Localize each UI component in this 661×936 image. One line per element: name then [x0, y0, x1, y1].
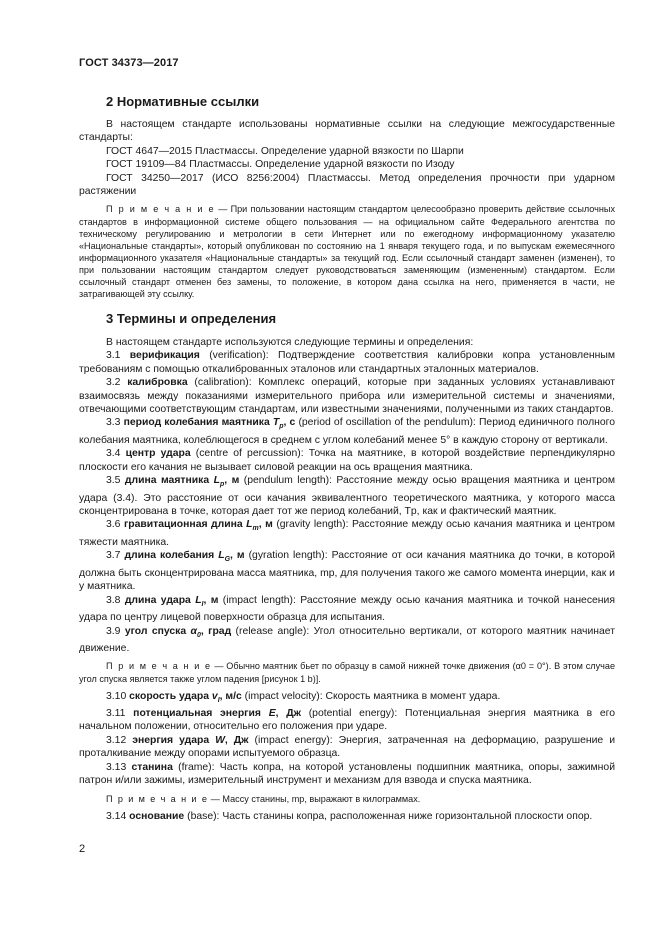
term-symbol: $T_p$	[272, 417, 284, 431]
term-number: 3.7	[106, 550, 125, 562]
section-3-note-2	[79, 793, 615, 805]
term-text: (potential energy): Потенциальная энергия маятника в его начальном положении, относительно его положения при ударе.	[79, 708, 616, 733]
term-unit: , Дж	[275, 708, 301, 720]
term-name: гравитационная длина	[123, 519, 247, 531]
section-2-note	[79, 203, 615, 300]
term-name: скорость удара	[129, 690, 212, 702]
term-definition	[79, 518, 615, 549]
term-unit: , м	[203, 594, 219, 606]
term-definition	[79, 349, 615, 376]
term-definition	[79, 625, 615, 656]
term-number: 3.2	[106, 377, 128, 389]
note-text: — Массу станины, mp, выражают в килограммах.	[208, 793, 421, 804]
term-definition	[79, 376, 615, 416]
term-name: угол спуска	[124, 625, 191, 637]
term-definition	[79, 594, 615, 625]
section-3-note-1	[79, 660, 615, 684]
term-name: калибровка	[127, 377, 188, 389]
term-text: (period of oscillation of the pendulum): Период единичного полного колебания маятника, колеблющегося в среднем с углом колебаний менее 5° в каждую сторону от вертикали.	[79, 417, 615, 446]
normative-reference: ГОСТ 4647—2015 Пластмассы. Определение ударной вязкости по Шарпи	[106, 145, 464, 157]
note-text: — При пользовании настоящим стандартом целесообразно проверить действие ссылочных стандартов в информационной системе общего пользования — на официальном сайте Федерального агентства по техническому регулированию и метрологии в сети Интернет или по ежегодному информационному указателю «Национальные стандарты», который опубликован по состоянию на 1 января текущего года, и по выпускам ежемесячного информационного указателя «Национальные стандарты» за текущий год. Если ссылочный стандарт заменен (изменен), то при пользовании настоящим стандартом следует руководствоваться заменяющим (измененным) стандартом. Если ссылочный стандарт отменен без замены, то положение, в котором дана ссылка на него, применяется в части, не затрагивающей эту ссылку.	[79, 204, 615, 300]
term-definition	[79, 734, 615, 761]
note-label: П р и м е ч а н и е	[106, 793, 209, 804]
term-symbol: $L_m$	[246, 519, 259, 533]
term-name: длина удара	[124, 594, 196, 606]
term-symbol: $L_G$	[218, 550, 231, 564]
term-symbol: E	[268, 708, 276, 720]
term-text: (impact velocity): Скорость маятника в момент удара.	[241, 690, 501, 702]
section-2	[79, 94, 615, 300]
term-name: длина маятника	[124, 475, 214, 487]
term-definition	[79, 707, 615, 734]
term-name: потенциальная энергия	[133, 708, 269, 720]
term-number: 3.6	[106, 519, 124, 531]
normative-reference: ГОСТ 19109—84 Пластмассы. Определение ударной вязкости по Изоду	[106, 159, 455, 171]
term-definition	[79, 416, 615, 447]
term-definition	[79, 761, 615, 788]
section-3-title: 3 Термины и определения	[106, 311, 277, 326]
term-number: 3.9	[106, 625, 125, 637]
term-number: 3.3	[106, 417, 124, 429]
term-text: (gyration length): Расстояние от оси качания маятника до точки, в которой должна быть сконцентрирована масса маятника, mp, для получения такого же самого момента инерции, как и у маятника.	[79, 550, 616, 593]
term-number: 3.11	[106, 708, 134, 720]
term-symbol: $L_I$	[195, 594, 204, 608]
term-number: 3.1	[106, 350, 130, 362]
term-unit: , м	[224, 475, 240, 487]
term-text: (centre of percussion): Точка на маятнике, в которой воздействие перпендикулярно плоскости его качания не вызывает силовой реакции на ось вращения маятника.	[79, 448, 615, 473]
term-definition	[79, 474, 615, 518]
term-text: (pendulum length): Расстояние между осью вращения маятника и центром удара (3.4). Это расстояние от оси качания эквивалентного теоретического маятника, у которого масса сконцентрирована в точке, которая дает тот же период колебаний, Tp, как и фактический маятник.	[79, 475, 615, 518]
term-number: 3.10	[106, 690, 130, 702]
term-number: 3.8	[106, 594, 125, 606]
term-unit: , град	[200, 625, 232, 637]
term-definition	[79, 549, 615, 593]
note-text: — Обычно маятник бьет по образцу в самой нижней точке движения (α0 = 0°). В этом случае угол спуска является также углом падения [рисунок 1 b)].	[79, 661, 615, 684]
section-3	[79, 311, 615, 823]
term-text: (gravity length): Расстояние между осью качания маятника и центром тяжести маятника.	[79, 519, 615, 548]
term-definition	[79, 447, 615, 474]
term-symbol: $v_I$	[211, 690, 220, 704]
term-definition	[79, 810, 615, 823]
term-text: (frame): Часть копра, на которой установлены подшипник маятника, опоры, зажимной патрон и/или зажимы, измерительный инструмент и механизм для взвода и спуска маятника.	[79, 761, 615, 787]
term-symbol: $L_p$	[213, 475, 225, 489]
term-name: энергия удара	[132, 734, 216, 746]
document-header: ГОСТ 34373—2017	[79, 57, 179, 69]
term-symbol: W	[215, 734, 225, 746]
term-unit: , Дж	[224, 734, 249, 746]
section-3-intro: В настоящем стандарте используются следующие термины и определения:	[106, 337, 474, 348]
term-name: основание	[129, 810, 185, 822]
term-name: станина	[131, 761, 173, 773]
term-text: (release angle): Угол относительно вертикали, от которого маятник начинает движение.	[79, 625, 615, 654]
term-definition	[79, 690, 615, 707]
note-label: П р и м е ч а н и е	[106, 661, 212, 672]
term-name: длина колебания	[124, 550, 219, 562]
term-text: (base): Часть станины копра, расположенная ниже горизонтальной плоскости опор.	[184, 810, 593, 822]
page-number: 2	[79, 843, 86, 855]
section-2-intro: В настоящем стандарте использованы нормативные ссылки на следующие межгосударственные стандарты:	[79, 119, 615, 144]
term-name: верификация	[129, 350, 200, 362]
term-name: период колебания маятника	[123, 417, 273, 429]
term-number: 3.13	[106, 761, 132, 773]
term-text: (impact energy): Энергия, затраченная на деформацию, разрушение и проталкивание между опорами испытуемого образца.	[79, 734, 615, 760]
term-text: (impact length): Расстояние между осью качания маятника и точкой нанесения удара по центру лицевой поверхности образца для испытания.	[79, 594, 615, 624]
term-number: 3.12	[106, 734, 133, 746]
term-name: центр удара	[125, 448, 191, 460]
term-text: (calibration): Комплекс операций, которые при заданных условиях устанавливают взаимосвязь между показаниями измерительного прибора или измерительной системы и значениями, отвечающими соответствующим стандартам, или известными значениями, полученными из таких стандартов.	[79, 377, 615, 416]
term-unit: , м	[258, 519, 273, 531]
term-symbol: $\alpha_0$	[190, 625, 201, 639]
section-2-title: 2 Нормативные ссылки	[106, 94, 260, 109]
term-number: 3.4	[106, 448, 126, 460]
normative-reference: ГОСТ 34250—2017 (ИСО 8256:2004) Пластмассы. Метод определения прочности при ударном растяжении	[79, 172, 615, 198]
term-number: 3.5	[106, 475, 125, 487]
term-unit: , м/с	[219, 690, 242, 702]
term-unit: , м	[230, 550, 245, 562]
term-unit: , с	[283, 417, 296, 429]
note-label: П р и м е ч а н и е	[106, 204, 215, 215]
term-text: (verification): Подтверждение соответствия калибровки копра установленным требованиям с помощью откалиброванных эталонов или стандартных эталонных материалов.	[79, 350, 615, 375]
term-number: 3.14	[106, 810, 130, 822]
